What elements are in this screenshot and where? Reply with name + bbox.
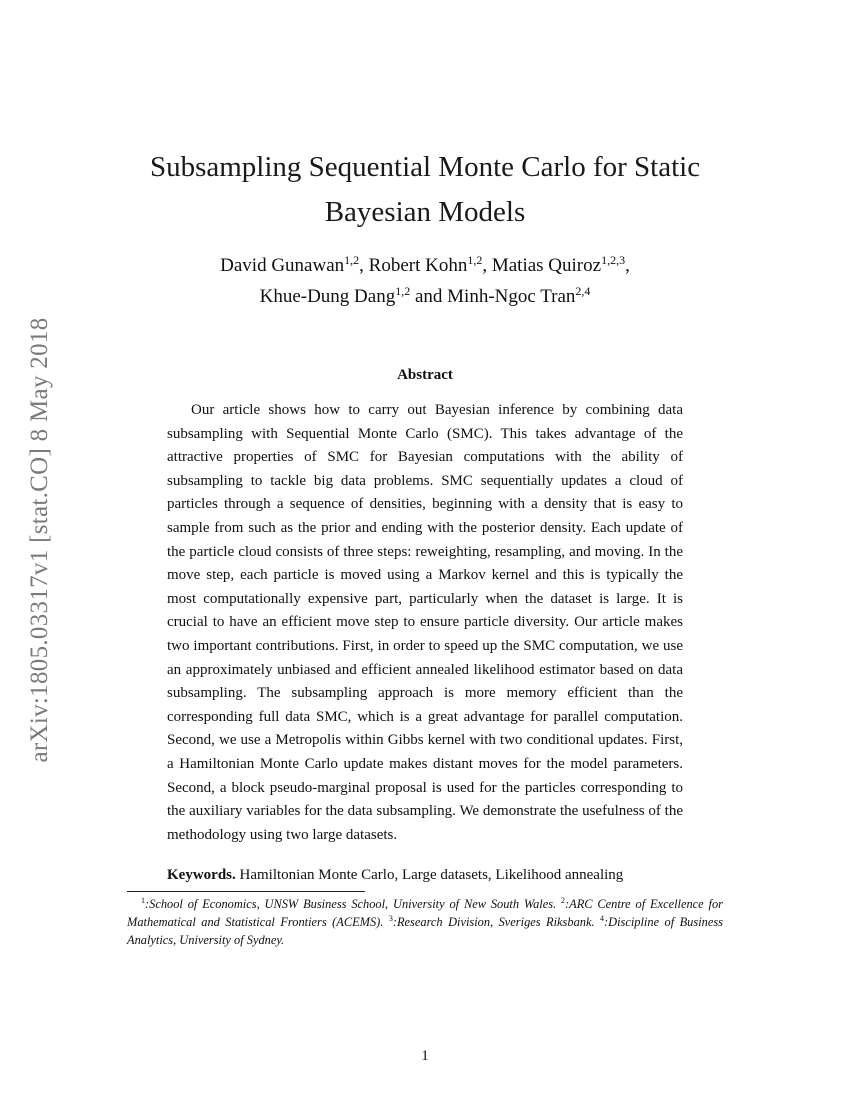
footnote-text: :ARC Centre of Excellence for Mathematical and Statistical Frontiers (ACEMS). [127,897,723,929]
footnote-text: :Discipline of Business Analytics, University of Sydney. [127,915,723,947]
footnote-mark: 1 [141,896,145,905]
author-affiliation: 1,2 [467,253,483,267]
author-separator: and [410,286,448,307]
abstract-body: Our article shows how to carry out Bayesian inference by combining data subsampling with Sequential Monte Carlo (SMC). This takes advantage of the attractive properties of SMC for Bayesian computations with the ability of subsampling to tackle big data problems. SMC sequentially updates a cloud of particles through a sequence of densities, beginning with a density that is easy to sample from such as the prior and ending with the posterior density. Each update of the particle cloud consists of three steps: reweighting, resampling, and moving. In the move step, each particle is moved using a Markov kernel and this is typically the most computationally expensive part, particularly when the dataset is large. It is crucial to have an efficient move step to ensure particle diversity. Our article makes two important contributions. First, in order to speed up the SMC computation, we use an approximately unbiased and efficient annealed likelihood estimator based on data subsampling. The subsampling approach is more memory efficient than the corresponding full data SMC, which is a great advantage for parallel computation. Second, we use a Metropolis within Gibbs kernel with two conditional updates. First, a Hamiltonian Monte Carlo update makes distant moves for the model parameters. Second, a block pseudo-marginal proposal is used for the particles corresponding to the auxiliary variables for the data subsampling. We demonstrate the usefulness of the methodology using two large datasets. [167,402,683,843]
footnote-mark: 2 [561,896,566,905]
author-name: Khue-Dung Dang [259,286,396,307]
author-line-1 [130,250,720,281]
footnote-divider [127,891,365,892]
author-name: Minh-Ngoc Tran [447,286,576,307]
author-affiliation: 2,4 [575,284,591,298]
author-separator: , [359,255,369,276]
arxiv-identifier-stamp: arXiv:1805.03317v1 [stat.CO] 8 May 2018 [26,317,53,763]
author-name: Robert Kohn [368,255,468,276]
keywords [167,864,683,887]
abstract-heading: Abstract [397,367,453,383]
author-affiliation: 1,2 [344,253,360,267]
author-name: Matias Quiroz [491,255,602,276]
author-affiliation: 1,2,3 [601,253,626,267]
author-list [130,250,720,312]
footnote-mark: 4 [600,914,605,923]
author-separator: , [625,255,630,276]
footnote-mark: 3 [388,914,393,923]
title-line-2: Bayesian Models [324,196,526,228]
page-number: 1 [421,1048,429,1064]
author-affiliation: 1,2 [395,284,411,298]
author-separator: , [482,255,492,276]
footnotes [127,895,723,949]
author-name: David Gunawan [220,255,345,276]
author-line-2 [130,281,720,312]
footnote-text: :School of Economics, UNSW Business School, University of New South Wales. [145,897,557,911]
title-line-1: Subsampling Sequential Monte Carlo for Static [149,151,701,183]
keywords-text: Hamiltonian Monte Carlo, Large datasets, Likelihood annealing [239,867,624,883]
keywords-label: Keywords. [167,867,236,883]
footnote-text: :Research Division, Sveriges Riksbank. [392,915,595,929]
paper-title [120,145,730,235]
